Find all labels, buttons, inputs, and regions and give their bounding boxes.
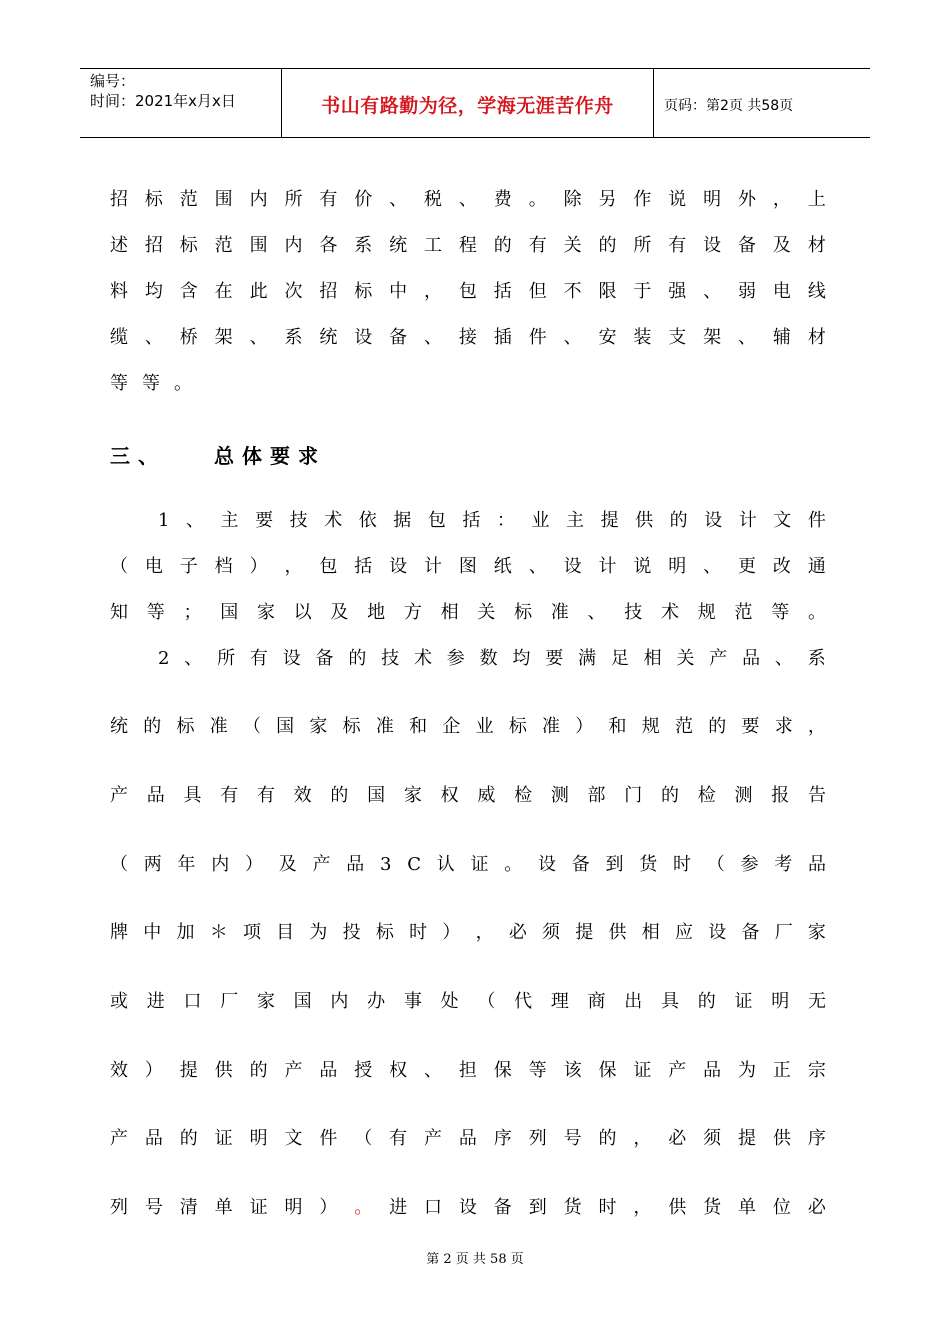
paragraph-line: 述 招 标 范 围 内 各 系 统 工 程 的 有 关 的 所 有 设 备 及 材 (110, 235, 826, 256)
body-line: 1 、 主 要 技 术 依 据 包 括 ： 业 主 提 供 的 设 计 文 件 (158, 510, 826, 531)
section-number: 三、 (110, 444, 166, 468)
body-line: 统 的 标 准 （ 国 家 标 准 和 企 业 标 准 ） 和 规 范 的 要 求 ， (110, 716, 826, 737)
body-line: 或 进 口 厂 家 国 内 办 事 处 （ 代 理 商 出 具 的 证 明 无 (110, 991, 826, 1012)
number-label: 编号： (90, 72, 136, 90)
body-line: 效 ） 提 供 的 产 品 授 权 、 担 保 等 该 保 证 产 品 为 正 宗 (110, 1060, 826, 1081)
paragraph-line: 等 等 。 (110, 373, 192, 394)
page-footer: 第 2 页 共 58 页 (426, 1252, 524, 1267)
header-page-cell (654, 69, 870, 137)
paragraph-line: 招 标 范 围 内 所 有 价 、 税 、 费 。 除 另 作 说 明 外 ， 上 (110, 189, 826, 210)
paragraph-line: 缆 、 桥 架 、 系 统 设 备 、 接 插 件 、 安 装 支 架 、 辅 材 (110, 327, 826, 348)
paragraph-line: 料 均 含 在 此 次 招 标 中 ， 包 括 但 不 限 于 强 、 弱 电 线 (110, 281, 826, 302)
body-line: 产 品 具 有 有 效 的 国 家 权 威 检 测 部 门 的 检 测 报 告 (110, 785, 826, 806)
page-header (80, 68, 870, 138)
section-title: 总体要求 (214, 444, 326, 468)
header-motto-cell (282, 69, 654, 137)
body-line: 列 号 清 单 证 明 ） 。 进 口 设 备 到 货 时 ， 供 货 单 位 必 (110, 1197, 826, 1218)
body-line: 产 品 的 证 明 文 件 （ 有 产 品 序 列 号 的 ， 必 须 提 供 序 (110, 1128, 826, 1149)
body-line: （ 两 年 内 ） 及 产 品 3 C 认 证 。 设 备 到 货 时 （ 参 考 品 (110, 854, 826, 875)
motto-text: 书山有路勤为径，学海无涯苦作舟 (321, 95, 614, 117)
body-line: （ 电 子 档 ） ， 包 括 设 计 图 纸 、 设 计 说 明 、 更 改 通 (110, 556, 826, 577)
page-info: 页码：第2页 共58页 (664, 98, 794, 114)
body-line: 2 、 所 有 设 备 的 技 术 参 数 均 要 满 足 相 关 产 品 、 系 (158, 648, 826, 669)
section-heading (110, 440, 326, 469)
body-line: 牌 中 加 ＊ 项 目 为 投 标 时 ） ， 必 须 提 供 相 应 设 备 厂 家 (110, 922, 826, 943)
time-label: 时间：2021年x月x日 (90, 92, 236, 110)
body-line: 知 等 ； 国 家 以 及 地 方 相 关 标 准 、 技 术 规 范 等 。 (110, 602, 826, 623)
header-meta-cell (80, 69, 282, 137)
